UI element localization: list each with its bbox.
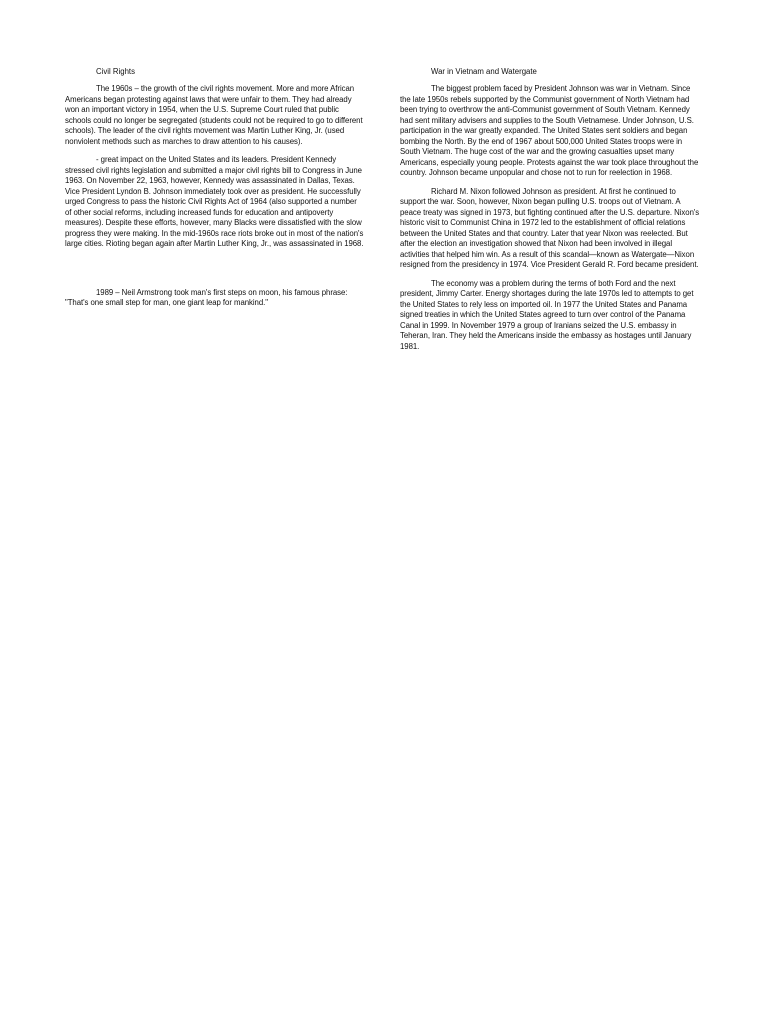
section-heading-vietnam-watergate: War in Vietnam and Watergate: [431, 67, 537, 76]
paragraph-gap: [65, 258, 365, 288]
paragraph-moon-landing: 1989 – Neil Armstrong took man's first steps on moon, his famous phrase: "That's one small step for man, one giant leap for mankind.": [65, 287, 348, 307]
paragraph-civil-rights-impact: - great impact on the United States and its leaders. President Kennedy stressed civil rights legislation and submitted a major civil rights bill to Congress in June 1963. On November 22, 1963, however, Kennedy was assassinated in Dallas, Texas. Vice President Lyndon B. Johnson immediately took over as president. He successfully urged Congress to pass the historic Civil Rights Act of 1964 (also supported a number of other social reforms, including increased funds for education and antipoverty measures). Despite these efforts, however, many Blacks were dissatisfied with the slow progress they were making. In the mid-1960s race riots broke out in most of the nation's large cities. Rioting began again after Martin Luther King, Jr., was assassinated in 1968.: [65, 155, 364, 248]
paragraph-vietnam-war: The biggest problem faced by President Johnson was war in Vietnam. Since the late 1950s rebels supported by the Communist government of North Vietnam had been trying to overthrow the anti-Communist government of South Vietnam. Kennedy had sent military advisers and supplies to the South Vietnamese. Under Johnson, U.S. participation in the war greatly expanded. The United States sent soldiers and began bombing the North. By the end of 1967 about 500,000 United States troops were in South Vietnam. The huge cost of the war and the growing casualties upset many Americans, especially young people. Protests against the war took place throughout the country. Johnson became unpopular and chose not to run for reelection in 1968.: [400, 84, 699, 177]
right-column: [400, 66, 700, 360]
section-heading-civil-rights: Civil Rights: [96, 67, 135, 76]
paragraph-ford-carter-economy: The economy was a problem during the terms of both Ford and the next president, Jimmy Carter. Energy shortages during the late 1970s led to attempts to get the United States to rely less on imported oil. In 1977 the United States and Panama signed treaties in which the United States agreed to turn over control of the Panama Canal in 1999. In November 1979 a group of Iranians seized the U.S. embassy in Teheran, Iran. They held the Americans inside the embassy as hostages until January 1981.: [400, 278, 694, 351]
left-column: [65, 66, 365, 317]
paragraph-civil-rights-1960s: The 1960s – the growth of the civil rights movement. More and more African Americans began protesting against laws that were unfair to them. They had already won an important victory in 1954, when the U.S. Supreme Court ruled that public schools could no longer be segregated (students could not be required to go to different schools). The leader of the civil rights movement was Martin Luther King, Jr. (used nonviolent methods such as marches to draw attention to his causes).: [65, 84, 363, 146]
paragraph-nixon-watergate: Richard M. Nixon followed Johnson as president. At first he continued to support the war. Soon, however, Nixon began pulling U.S. troops out of Vietnam. A peace treaty was signed in 1973, but fighting continued after the U.S. departure. Nixon's historic visit to Communist China in 1972 led to the establishment of official relations between the United States and that country. Later that year Nixon was reelected. But after the election an investigation showed that Nixon had been involved in illegal activities that helped him win. As a result of this scandal—known as Watergate—Nixon resigned from the presidency in 1974. Vice President Gerald R. Ford became president.: [400, 186, 700, 269]
